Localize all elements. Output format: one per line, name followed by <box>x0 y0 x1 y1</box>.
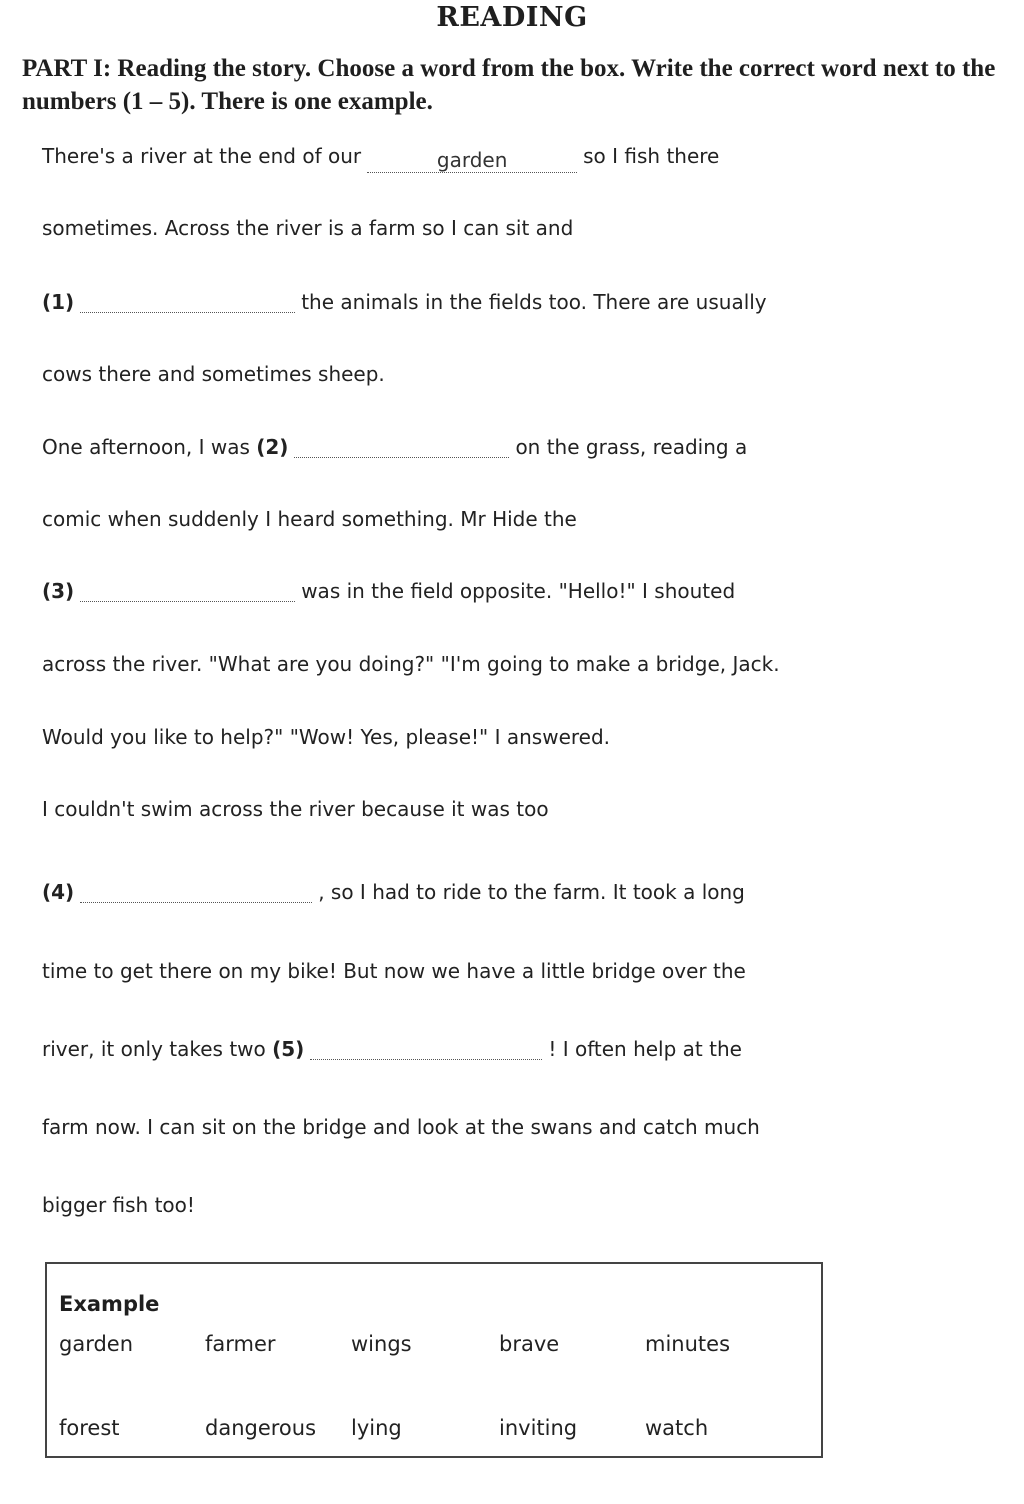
story-line-12: time to get there on my bike! But now we have a little bridge over the <box>42 959 746 983</box>
word-box <box>45 1262 823 1458</box>
example-answer: garden <box>367 148 577 173</box>
story-text: was in the field opposite. "Hello!" I shouted <box>301 579 736 603</box>
word-option: wings <box>351 1332 412 1356</box>
answer-blank-4[interactable] <box>80 884 312 903</box>
story-line-13 <box>42 1037 742 1061</box>
answer-blank-1[interactable] <box>80 294 295 313</box>
story-text: river, it only takes two <box>42 1037 266 1061</box>
story-line-1 <box>42 144 720 172</box>
word-option: brave <box>499 1332 560 1356</box>
word-option: dangerous <box>205 1416 317 1440</box>
comma: , <box>318 880 325 904</box>
story-line-14: farm now. I can sit on the bridge and look at the swans and catch much <box>42 1115 760 1139</box>
story-line-2: sometimes. Across the river is a farm so I can sit and <box>42 216 574 240</box>
word-option: inviting <box>499 1416 578 1440</box>
answer-blank-5[interactable] <box>310 1041 542 1060</box>
answer-blank-3[interactable] <box>80 583 295 602</box>
story-line-5 <box>42 435 747 459</box>
story-text: There's a river at the end of our <box>42 144 362 168</box>
gap-number-4: (4) <box>42 880 75 904</box>
gap-number-1: (1) <box>42 290 75 314</box>
story-text: so I had to ride to the farm. It took a long <box>330 880 745 904</box>
story-line-8: across the river. "What are you doing?" "I'm going to make a bridge, Jack. <box>42 652 780 676</box>
gap-number-5: (5) <box>272 1037 305 1061</box>
story-text: on the grass, reading a <box>515 435 748 459</box>
instructions: PART I: Reading the story. Choose a word from the box. Write the correct word next to the numbers (1 – 5). There is one example. <box>22 55 996 115</box>
story-text: so I fish there <box>583 144 720 168</box>
word-option: lying <box>351 1416 402 1440</box>
word-option: garden <box>59 1332 134 1356</box>
story-line-11 <box>42 880 745 904</box>
gap-number-3: (3) <box>42 579 75 603</box>
story-line-3 <box>42 290 767 314</box>
story-line-10: I couldn't swim across the river because it was too <box>42 797 549 821</box>
story-line-7 <box>42 579 735 603</box>
story-text: the animals in the fields too. There are usually <box>301 290 767 314</box>
story-text: ! I often help at the <box>548 1037 742 1061</box>
word-option: minutes <box>645 1332 731 1356</box>
word-option: forest <box>59 1416 120 1440</box>
word-option: farmer <box>205 1332 276 1356</box>
story-line-15: bigger fish too! <box>42 1193 195 1217</box>
word-box-title: Example <box>59 1292 160 1316</box>
story-line-6: comic when suddenly I heard something. Mr Hide the <box>42 507 577 531</box>
page-title: READING <box>436 2 588 33</box>
answer-blank-2[interactable] <box>294 439 509 458</box>
story-line-4: cows there and sometimes sheep. <box>42 362 385 386</box>
gap-number-2: (2) <box>256 435 289 459</box>
story-text: One afternoon, I was <box>42 435 250 459</box>
word-option: watch <box>645 1416 709 1440</box>
story-line-9: Would you like to help?" "Wow! Yes, please!" I answered. <box>42 725 611 749</box>
